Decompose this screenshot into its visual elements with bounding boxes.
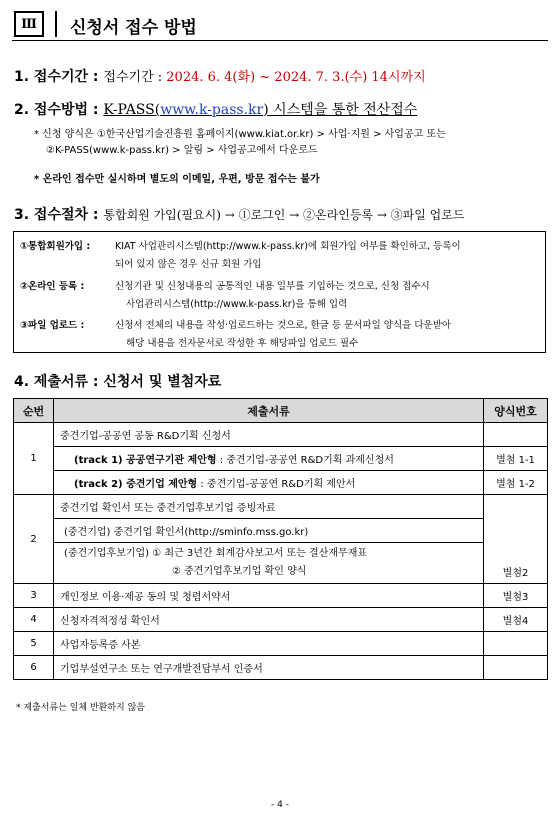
table-row (14, 471, 548, 495)
row2-form: 별첨2 (484, 495, 548, 584)
section-title: 신청서 접수 방법 (70, 18, 197, 38)
row5-form (484, 632, 548, 656)
documents-label: 4. 제출서류 : 신청서 및 별첨자료 (14, 374, 222, 390)
track2-bold: (track 2) 중견기업 제안형 (74, 479, 198, 490)
step3-label: ③파일 업로드 : (20, 320, 85, 331)
track1-text: : 중견기업-공공연 R&D기획 과제신청서 (216, 455, 394, 466)
period-line (14, 66, 426, 86)
table-row (14, 656, 548, 680)
row-number: 3 (14, 584, 54, 608)
row3-form: 별첨3 (484, 584, 548, 608)
row2-item-b1: (중견기업후보기업) ① 최근 3년간 회계감사보고서 또는 결산재무재표 (64, 548, 368, 559)
row6-text: 기업부설연구소 또는 연구개발전담부서 인증서 (54, 656, 484, 680)
row4-form: 별첨4 (484, 608, 548, 632)
step3-line1: 신청서 전체의 내용을 작성·업로드하는 것으로, 한글 등 문서파일 양식을 다운받아 (115, 320, 452, 331)
method-rest: ) 시스템을 통한 전산접수 (263, 102, 418, 118)
section-number: Ⅲ (21, 16, 37, 32)
method-note-2: ②K-PASS(www.k-pass.kr) > 알림 > 사업공고에서 다운로드 (46, 145, 318, 156)
page-number: - 4 - (271, 800, 289, 810)
procedure-detail-box (13, 231, 546, 353)
track2-text: : 중견기업-공공연 R&D기획 제안서 (197, 479, 356, 490)
period-value: 2024. 6. 4(화) ~ 2024. 7. 3.(수) 14시까지 (166, 70, 426, 85)
method-label: 2. 접수방법 : (14, 102, 104, 118)
step2-line2: 사업관리시스템(http://www.k-pass.kr)을 통해 입력 (126, 299, 348, 310)
kpass-link[interactable]: www.k-pass.kr (160, 102, 264, 118)
row-number: 2 (14, 495, 54, 584)
kpass-text: K-PASS( (103, 102, 161, 118)
procedure-label: 3. 접수절차 : (14, 207, 104, 223)
row-number: 1 (14, 423, 54, 495)
row1-track2 (54, 471, 484, 495)
footnote: * 제출서류는 일체 반환하지 않음 (16, 703, 145, 713)
table-row (14, 519, 548, 543)
table-row (14, 632, 548, 656)
col-header-form: 양식번호 (484, 399, 548, 423)
step1-label: ①통합회원가입 : (20, 241, 91, 252)
row1-track1-form: 별첨 1-1 (484, 447, 548, 471)
row5-text: 사업자등록증 사본 (54, 632, 484, 656)
procedure-steps: 통합회원 가입(필요시) → ①로그인 → ②온라인등록 → ③파일 업로드 (103, 208, 465, 222)
row2-title: 중견기업 확인서 또는 중견기업후보기업 증빙자료 (54, 495, 484, 519)
row1-track1 (54, 447, 484, 471)
row2-item-b (54, 543, 484, 584)
section-underline (12, 40, 548, 41)
row1-title-form (484, 423, 548, 447)
row4-text: 신청자격적정성 확인서 (54, 608, 484, 632)
procedure-line (14, 204, 464, 224)
step1-line2: 되어 있지 않은 경우 신규 회원 가입 (115, 259, 262, 270)
table-row (14, 608, 548, 632)
track1-bold: (track 1) 공공연구기관 제안형 (74, 455, 217, 466)
method-note-1: * 신청 양식은 ①한국산업기술진흥원 홈페이지(www.kiat.or.kr) > 사업·지원 > 사업공고 또는 (34, 129, 446, 140)
row3-text: 개인정보 이용·제공 동의 및 청렴서약서 (54, 584, 484, 608)
table-row (14, 543, 548, 584)
step2-line1: 신청기관 및 신청내용의 공통적인 내용 일부를 기입하는 것으로, 신청 접수시 (115, 281, 430, 292)
row1-title: 중견기업-공공연 공동 R&D기획 신청서 (54, 423, 484, 447)
step1-line1: KIAT 사업관리시스템(http://www.k-pass.kr)에 회원가입 여부를 확인하고, 등록이 (115, 241, 461, 252)
row1-track2-form: 별첨 1-2 (484, 471, 548, 495)
table-row (14, 447, 548, 471)
step3-line2: 해당 내용을 전자문서로 작성한 후 해당파일 업로드 필수 (126, 338, 359, 349)
step2-label: ②온라인 등록 : (20, 281, 85, 292)
row-number: 5 (14, 632, 54, 656)
section-number-box (14, 11, 44, 37)
table-header-row (14, 399, 548, 423)
table-row (14, 584, 548, 608)
online-only-note: * 온라인 접수만 실시하며 별도의 이메일, 우편, 방문 접수는 불가 (34, 174, 320, 185)
row6-form (484, 656, 548, 680)
row-number: 4 (14, 608, 54, 632)
row2-item-b2: ② 중견기업후보기업 확인 양식 (172, 566, 307, 577)
table-row (14, 495, 548, 519)
row2-item-a: (중견기업) 중견기업 확인서(http://sminfo.mss.go.kr) (54, 519, 484, 543)
documents-table (13, 398, 548, 680)
table-row (14, 423, 548, 447)
method-line (14, 99, 417, 119)
section-divider (55, 11, 57, 37)
col-header-number: 순번 (14, 399, 54, 423)
col-header-document: 제출서류 (54, 399, 484, 423)
period-label: 1. 접수기간 : (14, 69, 104, 85)
period-sub-label: 접수기간 : (103, 70, 167, 85)
row-number: 6 (14, 656, 54, 680)
